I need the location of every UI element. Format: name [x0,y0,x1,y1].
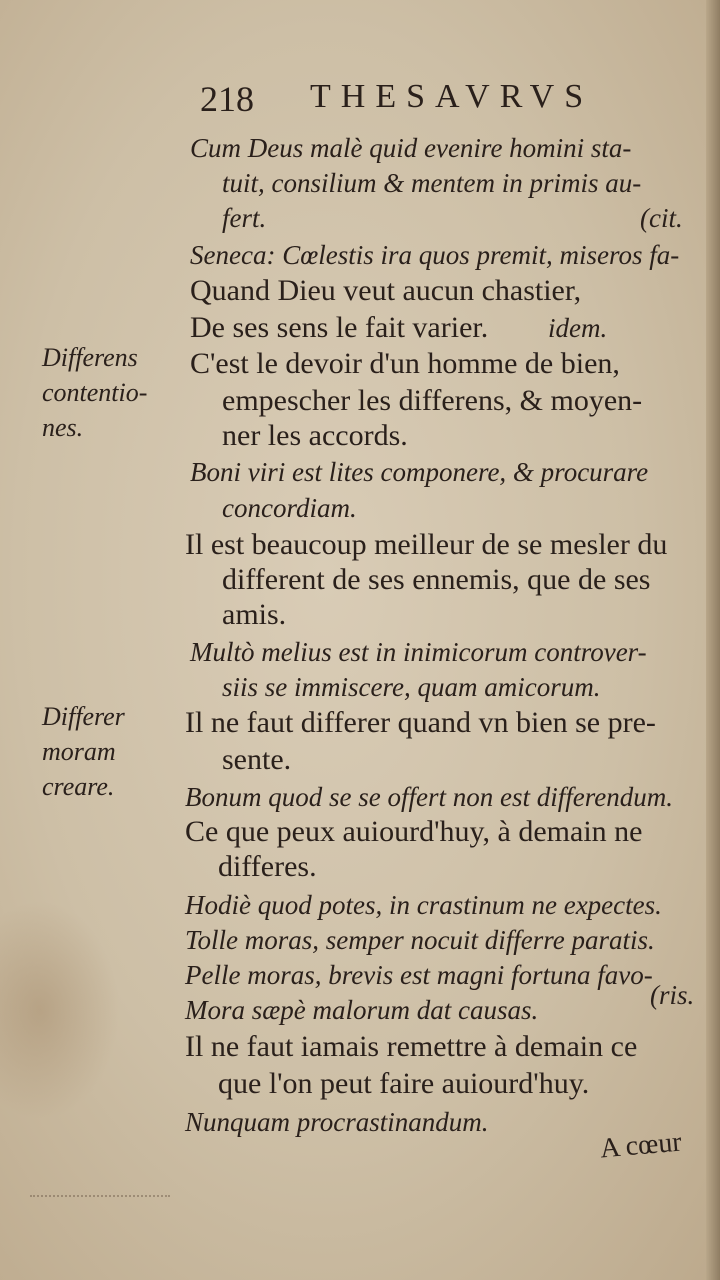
text-line: amis. [222,598,287,631]
text-line: (cit. [640,203,683,233]
margin-note: moram [42,737,116,766]
text-line: (ris. [650,980,695,1010]
catchword: A cœur [598,1126,683,1165]
text-line: empescher les differens, & moyen- [222,384,643,417]
margin-note: creare. [42,772,115,801]
margin-note: contentio- [42,378,148,407]
text-line: sente. [222,743,292,776]
text-line: siis se immiscere, quam amicorum. [222,672,601,702]
text-line: Seneca: Cœlestis ira quos premit, miseros fa- [190,240,680,270]
text-line: Il est beaucoup meilleur de se mesler du [185,528,668,561]
text-line: Nunquam procrastinandum. [185,1107,489,1137]
text-line: Hodiè quod potes, in crastinum ne expectes. [185,890,662,920]
text-line: differes. [218,850,317,883]
paper-stain [0,900,120,1120]
text-line: Tolle moras, semper nocuit differre paratis. [185,925,655,955]
text-line: Il ne faut iamais remettre à demain ce [185,1030,638,1063]
text-line: Ce que peux auiourd'huy, à demain ne [185,815,643,848]
text-line: fert. [222,203,267,233]
text-line: Pelle moras, brevis est magni fortuna favo- [185,960,653,990]
decorative-dots [30,1195,170,1201]
margin-note: nes. [42,413,84,442]
margin-note: Differer [42,702,125,731]
text-line: Multò melius est in inimicorum controver- [190,637,647,667]
text-line: Bonum quod se se offert non est differendum. [185,782,673,812]
text-line: tuit, consilium & mentem in primis au- [222,168,642,198]
text-line: Cum Deus malè quid evenire homini sta- [190,133,632,163]
text-line: Boni viri est lites componere, & procurare [190,457,649,487]
page-header [200,78,630,122]
page-edge [706,0,720,1280]
text-line: C'est le devoir d'un homme de bien, [190,347,620,380]
text-line: Mora sæpè malorum dat causas. [185,995,539,1025]
text-line: que l'on peut faire auiourd'huy. [218,1067,590,1100]
text-line: ner les accords. [222,419,408,452]
margin-note: Differens [42,343,138,372]
text-line: idem. [548,313,608,343]
text-line: De ses sens le fait varier. [190,311,489,344]
text-line: Quand Dieu veut aucun chastier, [190,274,582,307]
page-number: 218 [200,79,254,119]
text-line: concordiam. [222,493,357,523]
running-head: THESAVRVS [310,78,594,115]
text-line: different de ses ennemis, que de ses [222,563,651,596]
text-line: Il ne faut differer quand vn bien se pre- [185,706,656,739]
